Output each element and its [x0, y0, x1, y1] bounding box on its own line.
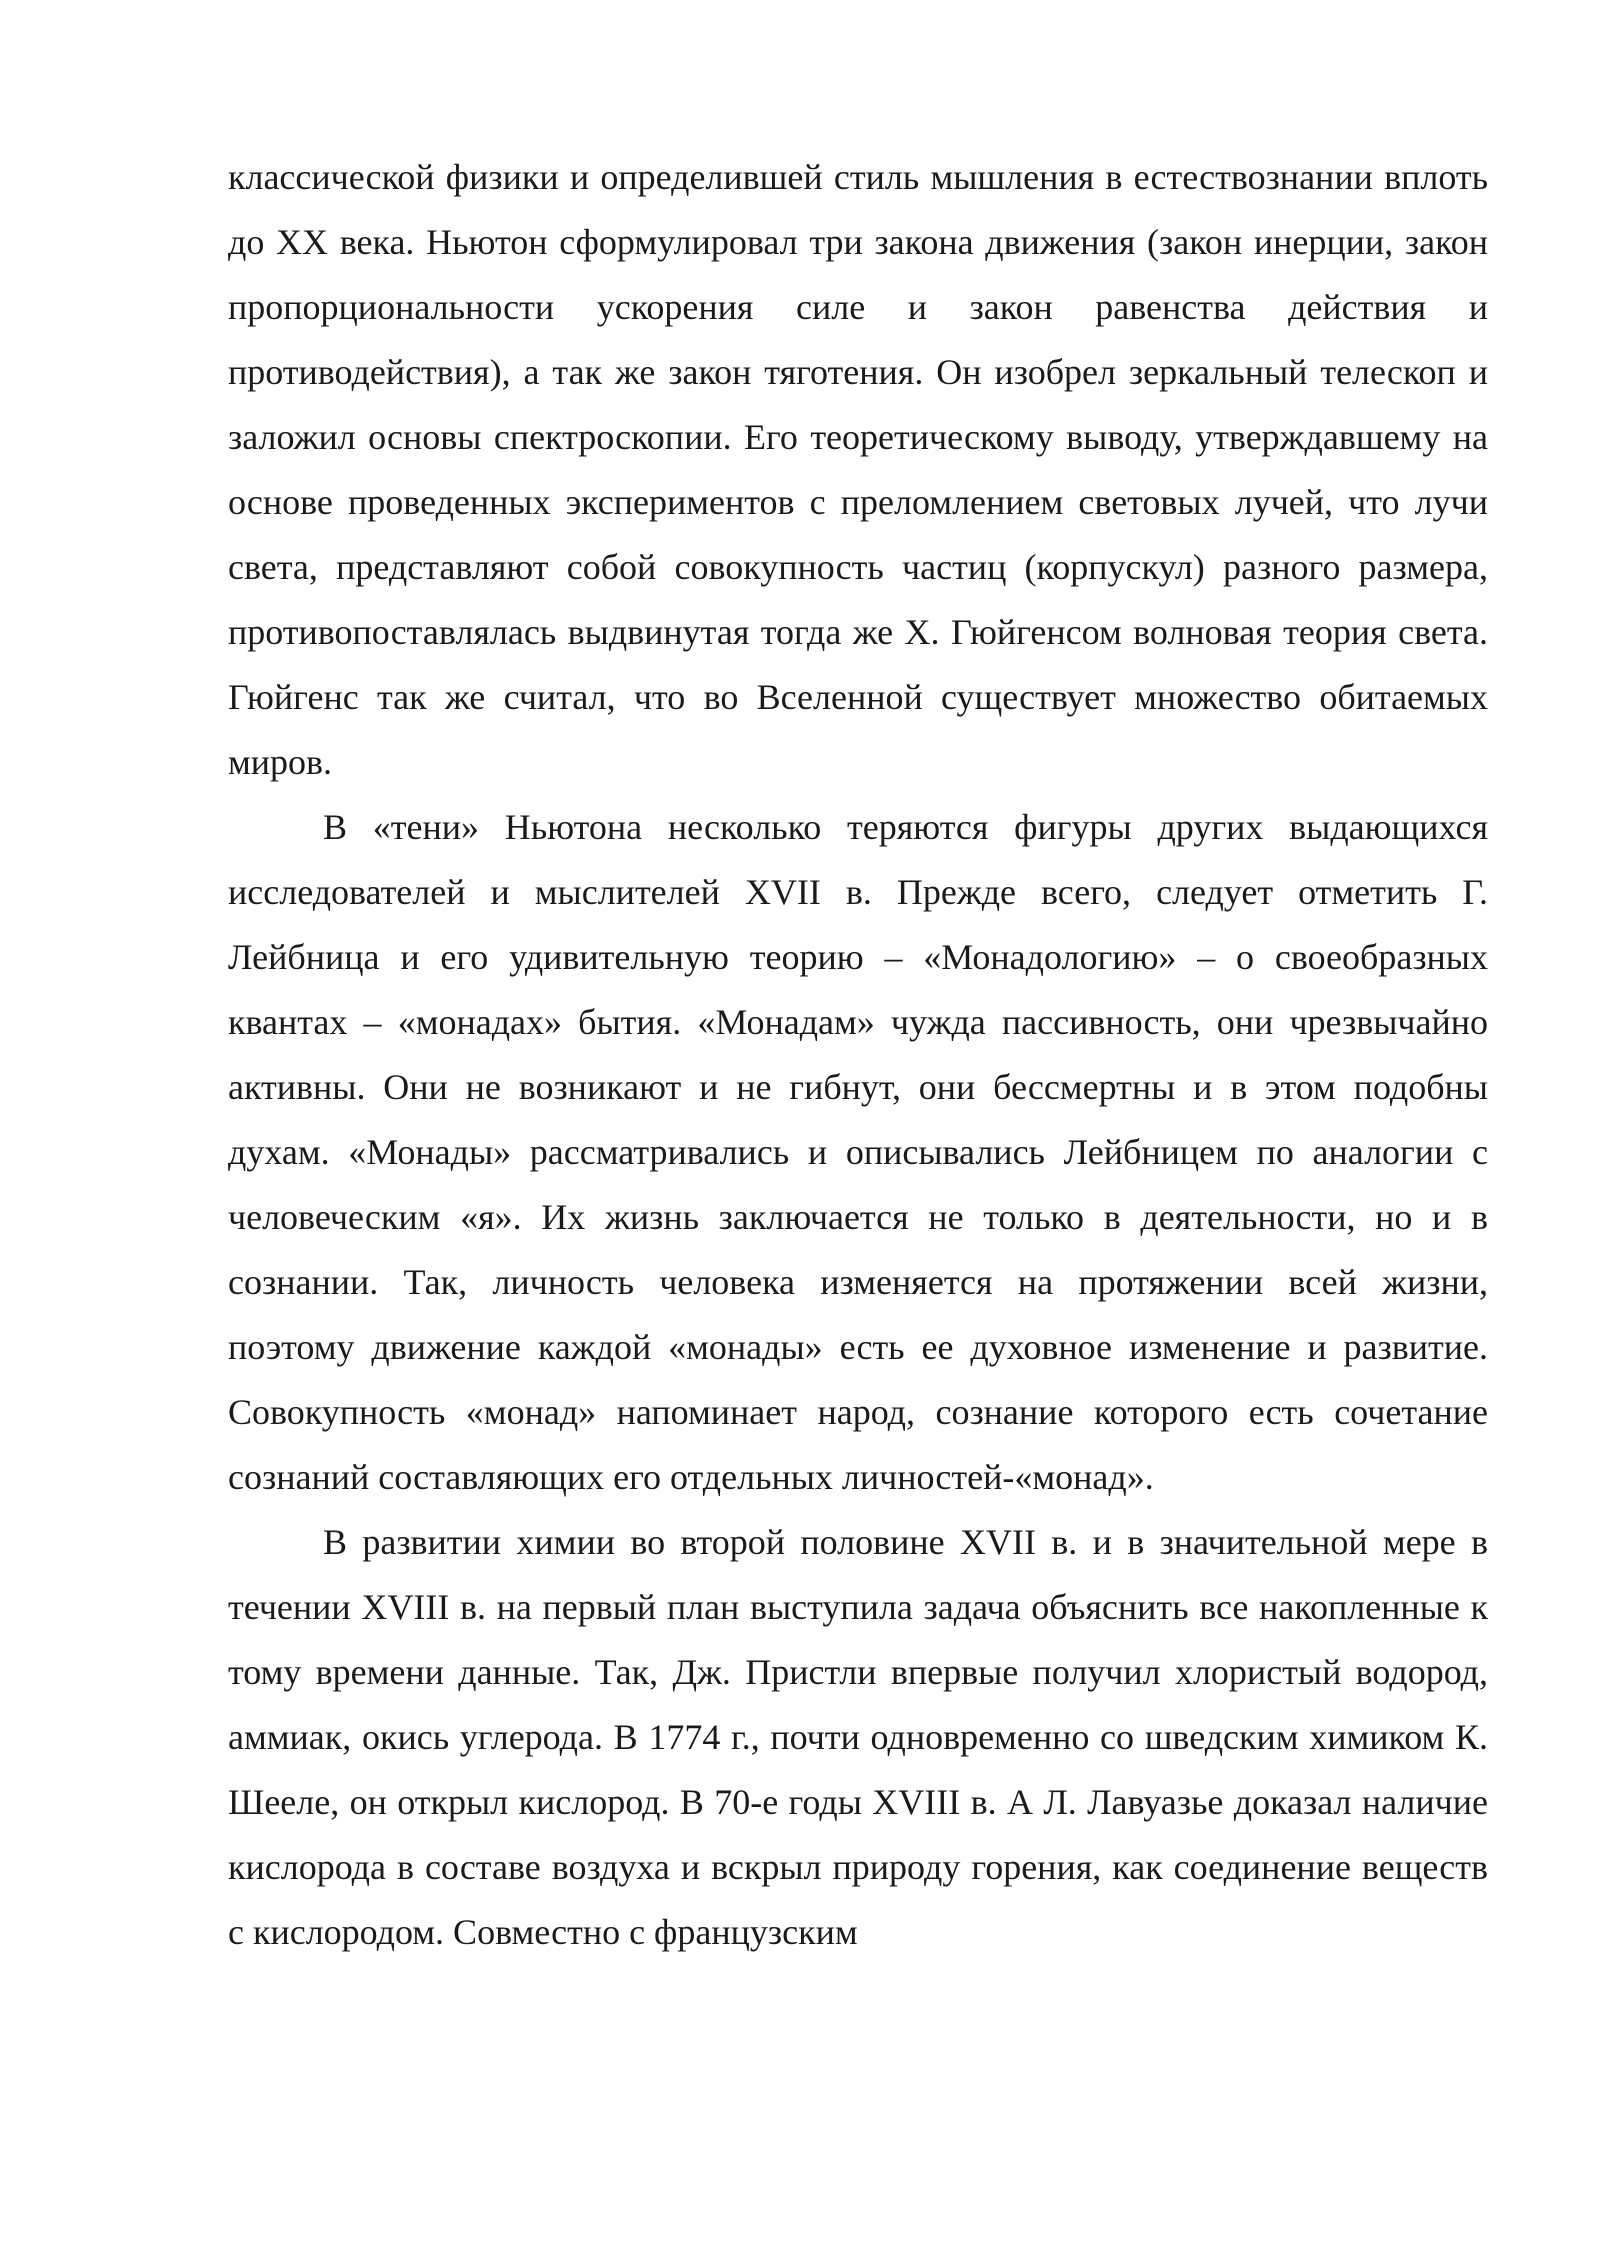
paragraph-leibniz: В «тени» Ньютона несколько теряются фигуры других выдающихся исследователей и мыслителей XVII в. Прежде всего, следует отметить Г. Лейбница и его удивительную теорию – «Монадологию» – о своеобразных квантах – «монадах» бытия. «Монадам» чужда пассивность, они чрезвычайно активны. Они не возникают и не гибнут, они бессмертны и в этом подобны духам. «Монады» рассматривались и описывались Лейбницем по аналогии с человеческим «я». Их жизнь заключается не только в деятельности, но и в сознании. Так, личность человека изменяется на протяжении всей жизни, поэтому движение каждой «монады» есть ее духовное изменение и развитие. Совокупность «монад» напоминает народ, сознание которого есть сочетание сознаний составляющих его отдельных личностей-«монад».: [228, 807, 1488, 1497]
document-page: [228, 145, 1488, 1965]
paragraph-newton: классической физики и определившей стиль мышления в естествознании вплоть до XX века. Ньютон сформулировал три закона движения (закон инерции, закон пропорциональности ускорения силе и закон равенства действия и противодействия), а так же закон тяготения. Он изобрел зеркальный телескоп и заложил основы спектроскопии. Его теоретическому выводу, утверждавшему на основе проведенных экспериментов с преломлением световых лучей, что лучи света, представляют собой совокупность частиц (корпускул) разного размера, противопоставлялась выдвинутая тогда же Х. Гюйгенсом волновая теория света. Гюйгенс так же считал, что во Вселенной существует множество обитаемых миров.: [228, 157, 1488, 782]
paragraph-chemistry: В развитии химии во второй половине XVII в. и в значительной мере в течении XVIII в. на первый план выступила задача объяснить все накопленные к тому времени данные. Так, Дж. Пристли впервые получил хлористый водород, аммиак, окись углерода. В 1774 г., почти одновременно со шведским химиком К. Шееле, он открыл кислород. В 70-е годы XVIII в. А Л. Лавуазье доказал наличие кислорода в составе воздуха и вскрыл природу горения, как соединение веществ с кислородом. Совместно с французским: [228, 1522, 1488, 1952]
